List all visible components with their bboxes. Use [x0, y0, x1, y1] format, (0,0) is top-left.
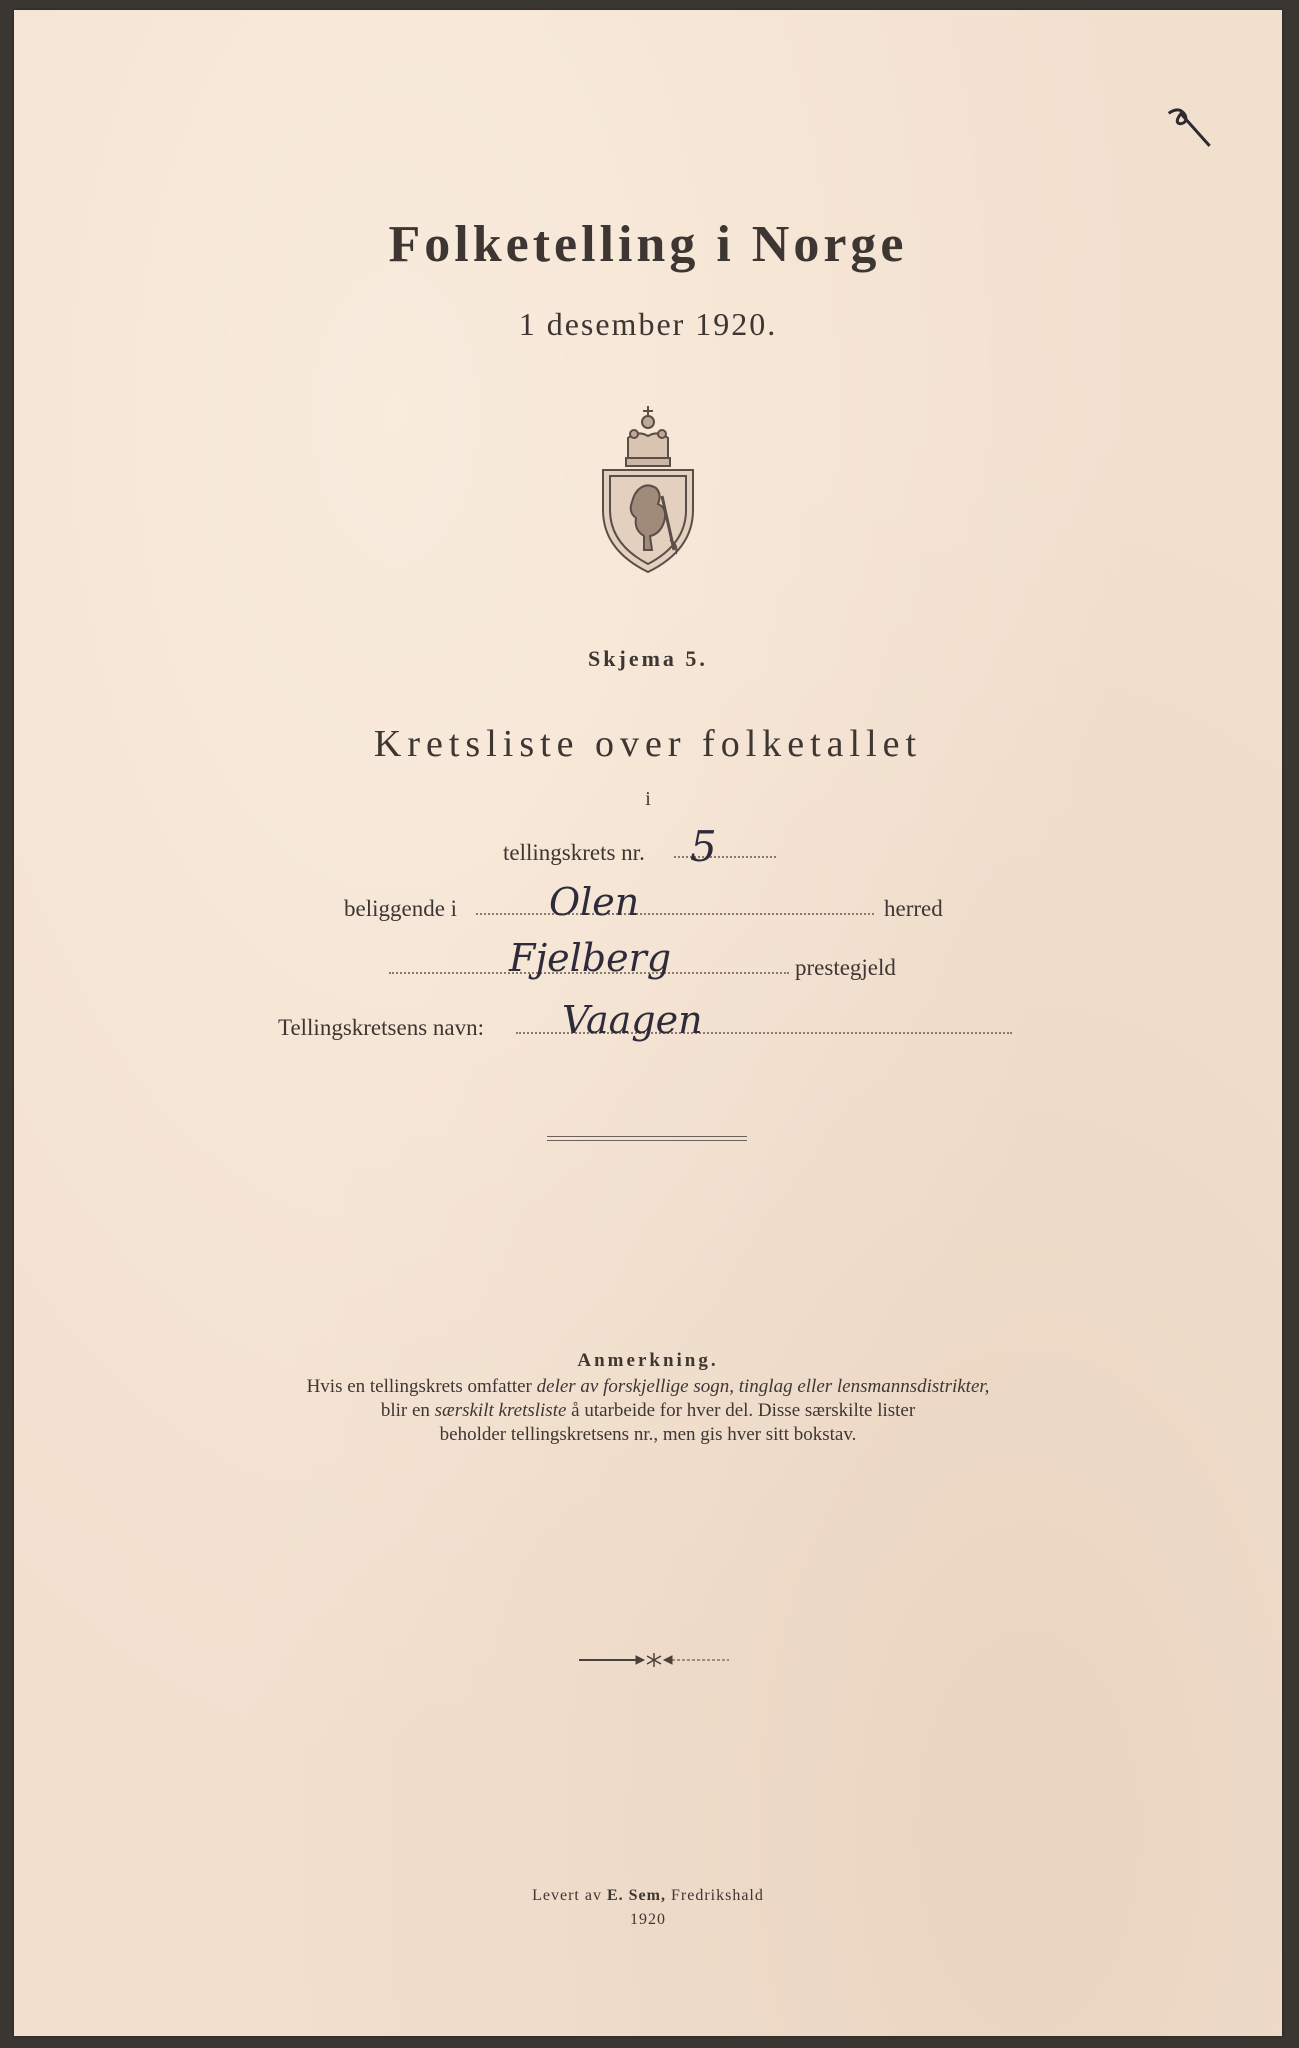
municipality-value: Olen: [549, 880, 640, 924]
municipality-dotline: [476, 913, 874, 915]
printer-city: Fredrikshald: [665, 1887, 764, 1904]
note-line-3: beholder tellingskretsens nr., men gis hver sitt bokstav.: [439, 1424, 857, 1445]
preposition-i: i: [645, 788, 651, 810]
note-line-2-text-a: blir en: [380, 1400, 435, 1421]
district-number-value: 5: [690, 822, 717, 871]
printer-credit: [14, 1887, 1282, 1905]
norwegian-coat-of-arms-icon: [598, 400, 698, 575]
district-name-label: Tellingskretsens navn:: [278, 1015, 484, 1040]
district-number-label: tellingskrets nr.: [503, 840, 645, 865]
printer-prefix: Levert av: [532, 1887, 607, 1904]
note-line-1: [14, 1376, 1282, 1398]
separator-rule-top: [547, 1136, 747, 1137]
note-heading: Anmerkning.: [577, 1350, 719, 1371]
census-date: 1 desember 1920.: [518, 306, 778, 342]
check-mark-icon: [1159, 96, 1227, 164]
parish-value: Fjelberg: [509, 936, 672, 980]
note-line-2-italic: særskilt kretsliste: [434, 1400, 567, 1421]
note-line-2-text-c: å utarbeide for hver del. Disse særskilte lister: [566, 1400, 916, 1421]
census-form-page: [14, 10, 1282, 2036]
parish-suffix: prestegjeld: [795, 955, 896, 980]
note-line-2: [14, 1400, 1282, 1422]
printer-name: E. Sem,: [606, 1887, 666, 1904]
printer-year: 1920: [630, 1911, 666, 1928]
separator-rule-bottom: [547, 1140, 747, 1141]
ornament-divider-icon: [574, 1650, 734, 1670]
note-line-1-text: Hvis en tellingskrets omfatter: [306, 1376, 537, 1397]
margin-check-mark: [1159, 96, 1228, 175]
municipality-suffix: herred: [884, 896, 943, 921]
page-title: Folketelling i Norge: [388, 216, 908, 273]
schema-number: Skjema 5.: [588, 646, 708, 671]
list-title: Kretsliste over folketallet: [373, 723, 923, 765]
district-name-value: Vaagen: [562, 998, 703, 1042]
located-in-label: beliggende i: [344, 896, 458, 921]
note-line-1-italic: deler av forskjellige sogn, tinglag eller lensmannsdistrikter,: [536, 1376, 990, 1397]
